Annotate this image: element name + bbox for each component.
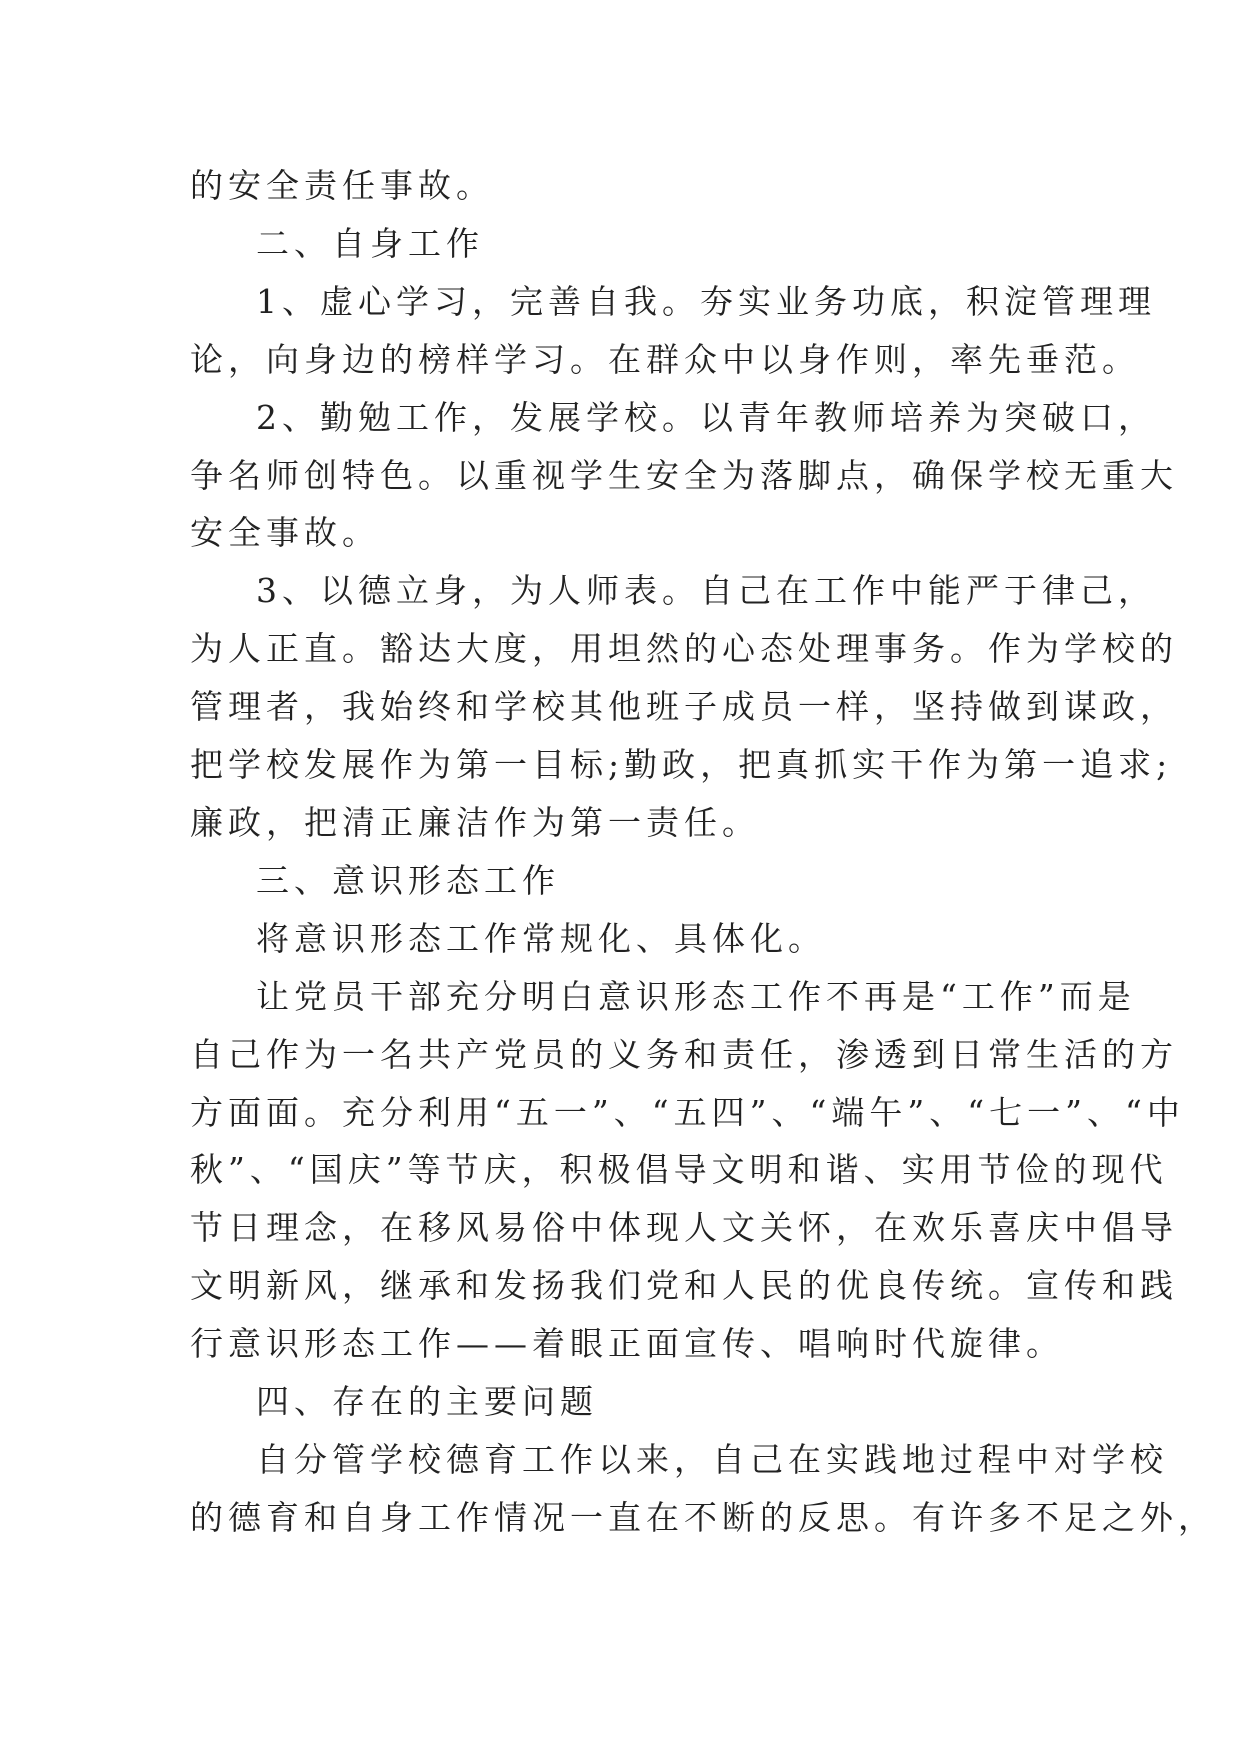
section-heading bbox=[190, 852, 1070, 910]
text-line: 二、自身工作 bbox=[256, 223, 484, 263]
paragraph bbox=[190, 910, 1070, 968]
text-line: 让党员干部充分明白意识形态工作不再是“工作”而是 bbox=[256, 976, 1136, 1016]
text-line: 1、虚心学习，完善自我。夯实业务功底，积淀管理理 bbox=[256, 281, 1156, 321]
text-line: 行意识形态工作——着眼正面宣传、唱响时代旋律。 bbox=[190, 1324, 1064, 1364]
text-line: 安全事故。 bbox=[190, 513, 380, 553]
text-line: 把学校发展作为第一目标;勤政，把真抓实干作为第一追求; bbox=[190, 745, 1173, 785]
section-heading bbox=[190, 215, 1070, 273]
paragraph bbox=[190, 968, 1185, 1373]
paragraph bbox=[190, 562, 1178, 852]
paragraph bbox=[190, 157, 1070, 215]
text-line: 将意识形态工作常规化、具体化。 bbox=[256, 918, 826, 958]
text-line: 节日理念，在移风易俗中体现人文关怀，在欢乐喜庆中倡导 bbox=[190, 1208, 1178, 1248]
text-line: 为人正直。豁达大度，用坦然的心态处理事务。作为学校的 bbox=[190, 629, 1178, 669]
text-line: 管理者，我始终和学校其他班子成员一样，坚持做到谋政， bbox=[190, 687, 1178, 727]
text-line: 自分管学校德育工作以来，自己在实践地过程中对学校 bbox=[256, 1439, 1168, 1479]
text-line: 自己作为一名共产党员的义务和责任，渗透到日常生活的方 bbox=[190, 1034, 1178, 1074]
text-line: 的德育和自身工作情况一直在不断的反思。有许多不足之外， bbox=[190, 1497, 1216, 1537]
text-line: 四、存在的主要问题 bbox=[256, 1382, 598, 1422]
document-body bbox=[190, 157, 1216, 1547]
paragraph bbox=[190, 1431, 1216, 1547]
section-heading bbox=[190, 1373, 1070, 1431]
text-line: 的安全责任事故。 bbox=[190, 166, 494, 205]
text-line: 秋”、“国庆”等节庆，积极倡导文明和谐、实用节俭的现代 bbox=[190, 1150, 1168, 1190]
text-line: 2、勤勉工作，发展学校。以青年教师培养为突破口， bbox=[256, 397, 1156, 437]
text-line: 文明新风，继承和发扬我们党和人民的优良传统。宣传和践 bbox=[190, 1266, 1178, 1306]
text-line: 方面面。充分利用“五一”、“五四”、“端午”、“七一”、“中 bbox=[190, 1092, 1185, 1132]
paragraph bbox=[190, 389, 1178, 563]
text-line: 论，向身边的榜样学习。在群众中以身作则，率先垂范。 bbox=[190, 339, 1140, 379]
text-line: 廉政，把清正廉洁作为第一责任。 bbox=[190, 802, 760, 842]
paragraph bbox=[190, 273, 1156, 389]
text-line: 争名师创特色。以重视学生安全为落脚点，确保学校无重大 bbox=[190, 455, 1178, 495]
text-line: 三、意识形态工作 bbox=[256, 860, 560, 900]
text-line: 3、以德立身，为人师表。自己在工作中能严于律己， bbox=[256, 571, 1156, 611]
